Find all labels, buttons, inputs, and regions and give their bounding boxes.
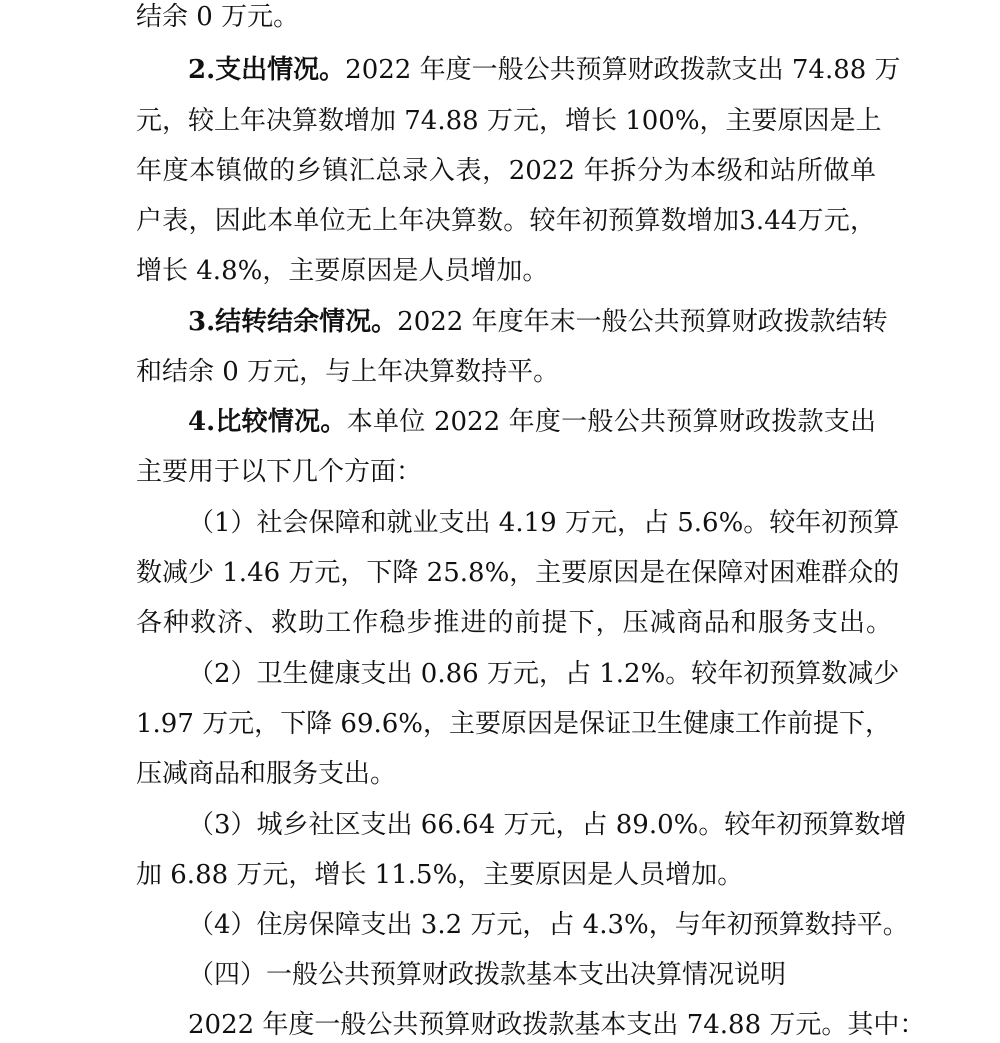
paragraph-line: 数减少 1.46 万元，下降 25.8%，主要原因是在保障对困难群众的 [136, 558, 900, 588]
paragraph-line: 2.支出情况。2022 年度一般公共预算财政拨款支出 74.88 万 [188, 55, 901, 85]
paragraph-line: 3.结转结余情况。2022 年度年末一般公共预算财政拨款结转 [188, 307, 888, 337]
paragraph-line: 结余 0 万元。 [136, 2, 300, 32]
paragraph-line: 1.97 万元，下降 69.6%，主要原因是保证卫生健康工作前提下， [136, 709, 892, 739]
paragraph-line: （3）城乡社区支出 66.64 万元，占 89.0%。较年初预算数增 [188, 810, 907, 840]
paragraph-line: 各种救济、救助工作稳步推进的前提下，压减商品和服务支出。 [136, 608, 892, 638]
section-heading: 2.支出情况。 [188, 55, 346, 85]
paragraph-line: 和结余 0 万元，与上年决算数持平。 [136, 357, 560, 387]
section-heading: 3.结转结余情况。 [188, 307, 398, 337]
paragraph-line: （4）住房保障支出 3.2 万元，占 4.3%，与年初预算数持平。 [188, 910, 909, 940]
paragraph-line: 元，较上年决算数增加 74.88 万元，增长 100%，主要原因是上 [136, 106, 882, 136]
paragraph-line: 4.比较情况。本单位 2022 年度一般公共预算财政拨款支出 [188, 407, 876, 437]
paragraph-line: （1）社会保障和就业支出 4.19 万元，占 5.6%。较年初预算 [188, 508, 900, 538]
section-heading: 4.比较情况。 [188, 407, 347, 437]
paragraph-line: （2）卫生健康支出 0.86 万元，占 1.2%。较年初预算数减少 [188, 659, 900, 689]
paragraph-line: 加 6.88 万元，增长 11.5%，主要原因是人员增加。 [136, 860, 744, 890]
paragraph-line: 年度本镇做的乡镇汇总录入表，2022 年拆分为本级和站所做单 [136, 156, 876, 186]
paragraph-line: 户表，因此本单位无上年决算数。较年初预算数增加3.44万元， [136, 206, 876, 236]
paragraph-line: 压减商品和服务支出。 [136, 759, 397, 789]
subsection-heading: （四）一般公共预算财政拨款基本支出决算情况说明 [188, 960, 787, 990]
paragraph-line: 增长 4.8%，主要原因是人员增加。 [136, 256, 549, 286]
paragraph-line: 主要用于以下几个方面： [136, 457, 423, 487]
paragraph-line: 2022 年度一般公共预算财政拨款基本支出 74.88 万元。其中： [188, 1010, 926, 1040]
